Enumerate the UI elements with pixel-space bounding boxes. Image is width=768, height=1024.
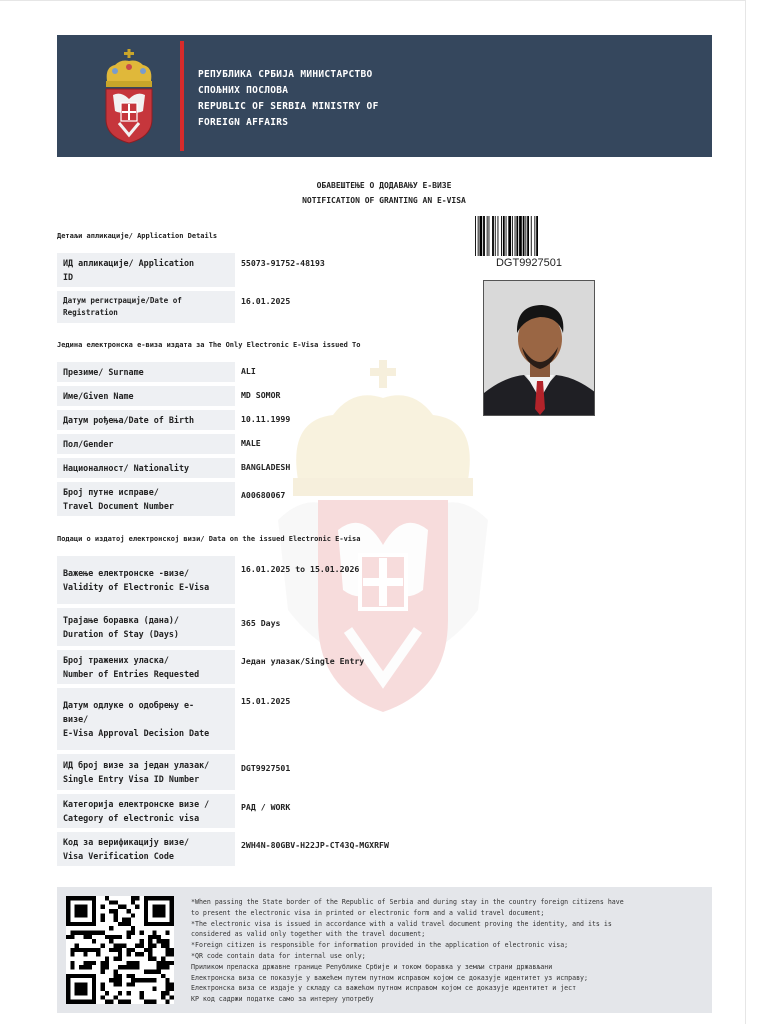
accent-bar — [180, 41, 184, 151]
document-title-cyrillic: ОБАВЕШТЕЊЕ О ДОДАВАЊУ Е-ВИЗЕ — [316, 181, 452, 190]
document-title-english: NOTIFICATION OF GRANTING AN E-VISA — [302, 196, 466, 205]
footer-note: *The electronic visa is issued in accordance with a valid travel document proving the identity, and its is — [191, 919, 612, 928]
label-registration-date: Датум регистрације/Date of Registration — [57, 291, 235, 323]
value-visa-id-number: DGT9927501 — [241, 763, 291, 773]
ministry-name — [198, 67, 379, 131]
barcode-icon — [474, 216, 584, 256]
value-application-id: 55073-91752-48193 — [241, 258, 325, 268]
footer-note: to present the electronic visa in printed or electronic form and a valid travel document; — [191, 908, 545, 917]
label-visa-category: Категорија електронске визе / Category of electronic visa — [57, 794, 235, 828]
value-visa-validity: 16.01.2025 to 15.01.2026 — [241, 564, 360, 574]
footer-note: *Foreign citizen is responsible for information provided in the application of electronic visa; — [191, 941, 569, 950]
ministry-line: FOREIGN AFFAIRS — [198, 117, 289, 128]
applicant-photo — [483, 280, 595, 416]
value-registration-date: 16.01.2025 — [241, 296, 291, 306]
ministry-line: REPUBLIC OF SERBIA MINISTRY OF — [198, 101, 379, 112]
serbian-coat-of-arms-icon — [101, 49, 157, 145]
value-approval-decision-date: 15.01.2025 — [241, 696, 291, 706]
value-gender: MALE — [241, 438, 261, 448]
footer-note: Електронска виза се показује у важећем путем путном исправом којом се доказује идентитет уз исправу; — [191, 973, 588, 982]
value-surname: ALI — [241, 366, 256, 376]
value-given-name: MD SOMOR — [241, 390, 281, 400]
footer-note: *When passing the State border of the Republic of Serbia and during stay in the country foreign citizens have — [191, 898, 624, 906]
label-verification-code: Код за верификацију визе/ Visa Verification Code — [57, 832, 235, 866]
value-visa-category: РАД / WORK — [241, 802, 291, 812]
label-given-name: Име/Given Name — [57, 386, 235, 406]
label-date-of-birth: Датум рођења/Date of Birth — [57, 410, 235, 430]
label-visa-validity: Важење електронске -визе/ Validity of Electronic E-Visa — [57, 556, 235, 604]
ministry-header — [57, 35, 712, 157]
barcode-number: DGT9927501 — [495, 257, 563, 269]
value-number-of-entries: Један улазак/Single Entry — [241, 656, 365, 666]
section-title-holder: Једина електронска е-виза издата за The Only Electronic E-Visa issued To — [57, 341, 361, 349]
value-date-of-birth: 10.11.1999 — [241, 414, 291, 424]
footer-notice — [57, 887, 712, 1013]
qr-code-icon — [66, 896, 174, 1004]
value-duration-of-stay: 365 Days — [241, 618, 281, 628]
footer-note: Електронска виза се издаје у складу са важећом путном исправом којом се доказује идентитет и јест — [191, 984, 577, 993]
ministry-line: РЕПУБЛИКА СРБИЈА МИНИСТАРСТВО — [198, 69, 373, 80]
label-duration-of-stay: Трајање боравка (дана)/ Duration of Stay (Days) — [57, 608, 235, 646]
label-visa-id-number: ИД број визе за један улазак/ Single Entry Visa ID Number — [57, 754, 235, 790]
footer-notes — [191, 897, 707, 1005]
footer-note: КР код садржи податке само за интерну употребу — [191, 995, 374, 1004]
label-number-of-entries: Број тражених уласка/ Number of Entries Requested — [57, 650, 235, 684]
label-gender: Пол/Gender — [57, 434, 235, 454]
footer-note: considered as valid only together with the travel document; — [191, 930, 426, 939]
value-nationality: BANGLADESH — [241, 462, 291, 472]
section-title-application: Детаљи апликације/ Application Details — [57, 232, 218, 240]
value-verification-code: 2WH4N-80GBV-H22JP-CT43Q-MGXRFW — [241, 840, 389, 850]
footer-note: *QR code contain data for internal use only; — [191, 951, 366, 960]
label-approval-decision-date: Датум одлуке о одобрењу е- визе/ E-Visa Approval Decision Date — [57, 688, 235, 750]
footer-note: Приликом преласка државне границе Републике Србије и током боравка у земљи страни држављани — [191, 962, 553, 971]
label-travel-document-number: Број путне исправе/ Travel Document Number — [57, 482, 235, 516]
label-application-id: ИД апликације/ Application ID — [57, 253, 235, 287]
value-travel-document-number: A00680067 — [241, 490, 286, 500]
section-title-visa: Подаци о издатој електронској визи/ Data on the issued Electronic E-visa — [57, 535, 361, 543]
label-surname: Презиме/ Surname — [57, 362, 235, 382]
ministry-line: СПОЉНИХ ПОСЛОВА — [198, 85, 289, 96]
label-nationality: Националност/ Nationality — [57, 458, 235, 478]
